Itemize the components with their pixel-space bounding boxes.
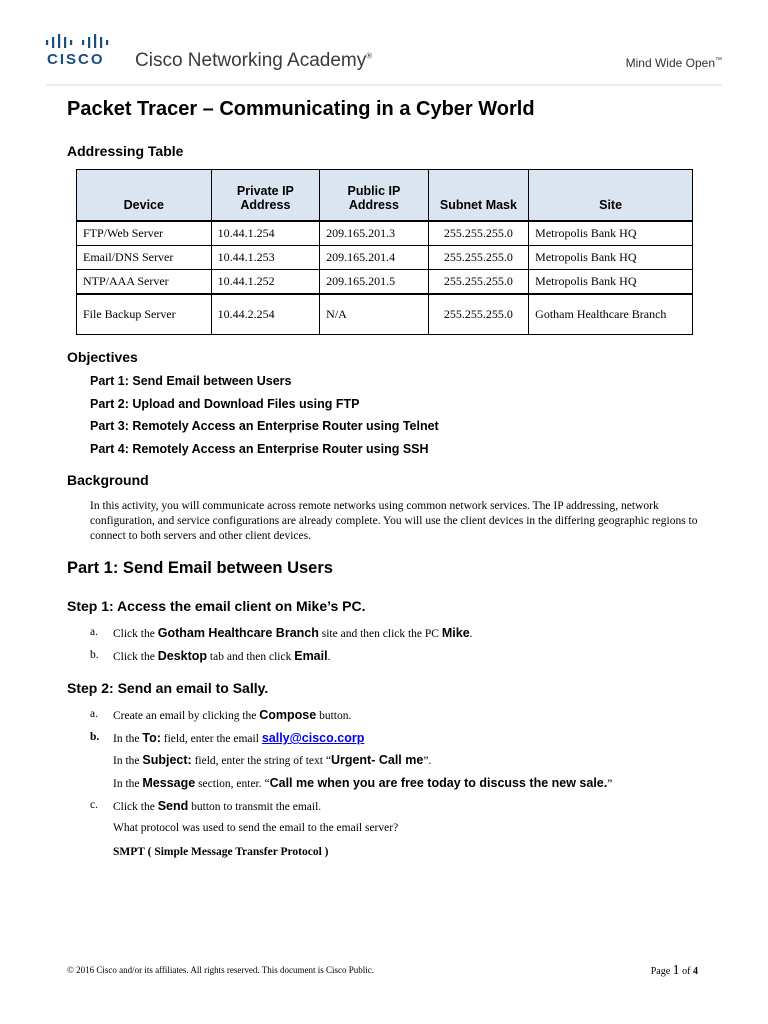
column-header: Site — [529, 170, 693, 222]
step2-title: Step 2: Send an email to Sally. — [67, 680, 269, 696]
document-title: Packet Tracer – Communicating in a Cyber World — [67, 98, 535, 120]
step1-item-a: a. Click the Gotham Healthcare Branch site and then click the PC Mike. — [90, 626, 473, 640]
table-cell: FTP/Web Server — [77, 221, 212, 246]
table-cell: 255.255.255.0 — [428, 221, 528, 246]
column-header: Subnet Mask — [428, 170, 528, 222]
background-heading: Background — [67, 472, 149, 488]
table-cell: Gotham Healthcare Branch — [529, 294, 693, 335]
addressing-table-heading: Addressing Table — [67, 143, 184, 159]
step2-item-b-message: In the Message section, enter. “Call me when you are free today to discuss the new sale.” — [113, 776, 613, 790]
table-cell: N/A — [320, 294, 429, 335]
step1-title: Step 1: Access the email client on Mike’s PC. — [67, 598, 366, 614]
answer-text: SMPT ( Simple Message Transfer Protocol ) — [113, 846, 329, 858]
table-row — [77, 294, 693, 335]
academy-name: Cisco Networking Academy® — [135, 50, 373, 71]
table-row — [77, 270, 693, 295]
objective-item: Part 3: Remotely Access an Enterprise Router using Telnet — [90, 419, 439, 433]
table-row — [77, 221, 693, 246]
table-cell: 10.44.2.254 — [211, 294, 320, 335]
cisco-wordmark: CISCO — [47, 51, 105, 68]
table-cell: Metropolis Bank HQ — [529, 270, 693, 295]
header-divider — [46, 84, 722, 86]
page-number: Page 1 of 4 — [650, 963, 698, 978]
table-cell: 255.255.255.0 — [428, 246, 528, 270]
table-cell: 255.255.255.0 — [428, 294, 528, 335]
table-cell: Metropolis Bank HQ — [529, 246, 693, 270]
page-header — [0, 0, 768, 90]
copyright-footer: © 2016 Cisco and/or its affiliates. All rights reserved. This document is Cisco Public. — [67, 965, 374, 975]
column-header: Device — [77, 170, 212, 222]
step2-item-c: c. Click the Send button to transmit the email. — [90, 799, 322, 813]
step2-item-b-subject: In the Subject: field, enter the string of text “Urgent- Call me”. — [113, 753, 432, 767]
cisco-logo-icon — [46, 34, 112, 48]
table-cell: 255.255.255.0 — [428, 270, 528, 295]
part1-title: Part 1: Send Email between Users — [67, 559, 333, 577]
table-cell: Email/DNS Server — [77, 246, 212, 270]
table-cell: 209.165.201.3 — [320, 221, 429, 246]
table-cell: 10.44.1.253 — [211, 246, 320, 270]
step2-item-a: a. Create an email by clicking the Compose button. — [90, 708, 352, 722]
table-header-row — [77, 170, 693, 222]
tagline: Mind Wide Open™ — [625, 56, 722, 70]
addressing-table — [76, 169, 693, 335]
table-cell: Metropolis Bank HQ — [529, 221, 693, 246]
table-cell: 10.44.1.254 — [211, 221, 320, 246]
column-header: Public IP Address — [320, 170, 429, 222]
objective-item: Part 4: Remotely Access an Enterprise Router using SSH — [90, 442, 429, 456]
question-text: What protocol was used to send the email to the email server? — [113, 822, 399, 834]
table-cell: NTP/AAA Server — [77, 270, 212, 295]
table-cell: 10.44.1.252 — [211, 270, 320, 295]
objective-item: Part 2: Upload and Download Files using FTP — [90, 397, 360, 411]
table-cell: 209.165.201.4 — [320, 246, 429, 270]
table-cell: 209.165.201.5 — [320, 270, 429, 295]
column-header: Private IP Address — [211, 170, 320, 222]
background-paragraph: In this activity, you will communicate across remote networks using common network services. The IP addressing, network configuration, and service configurations are already complete. You will use the client devices in the differing geographic regions to connect to both servers and other client devices. — [90, 500, 698, 542]
objective-item: Part 1: Send Email between Users — [90, 374, 292, 388]
step2-item-b: b. In the To: field, enter the email sally@cisco.corp — [90, 731, 365, 745]
objectives-heading: Objectives — [67, 349, 138, 365]
step1-item-b: b. Click the Desktop tab and then click Email. — [90, 649, 331, 663]
table-row — [77, 246, 693, 270]
table-cell: File Backup Server — [77, 294, 212, 335]
email-link[interactable]: sally@cisco.corp — [261, 731, 365, 745]
